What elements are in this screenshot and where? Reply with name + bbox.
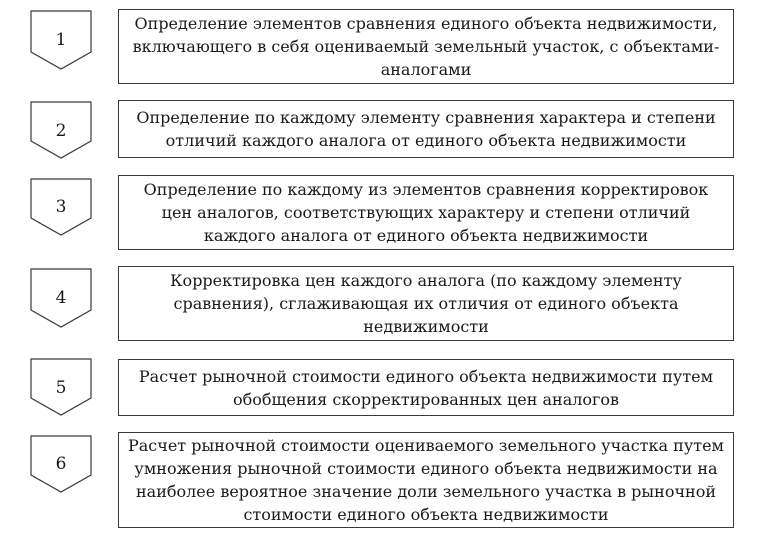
step-text: Определение по каждому элементу сравнения характера и степени отличий каждого аналога от единого объекта недвижимости bbox=[136, 108, 716, 150]
step-text: Расчет рыночной стоимости единого объекта недвижимости путем обобщения скорректированных цен аналогов bbox=[138, 366, 714, 409]
step-text: Корректировка цен каждого аналога (по каждому элементу сравнения), сглаживающая их отличия от единого объекта недвижимости bbox=[170, 271, 682, 336]
step-marker bbox=[30, 435, 92, 493]
step-marker bbox=[30, 178, 92, 236]
step-marker bbox=[30, 101, 92, 159]
step-number: 4 bbox=[55, 288, 67, 308]
step-box bbox=[118, 9, 734, 84]
step-box bbox=[118, 359, 734, 416]
step-number: 2 bbox=[55, 121, 67, 141]
step-text: Определение элементов сравнения единого объекта недвижимости, включающего в себя оцениваемый земельный участок, с объектами-аналогами bbox=[132, 14, 720, 79]
step-box bbox=[118, 175, 734, 250]
step-text: Расчет рыночной стоимости оцениваемого земельного участка путем умножения рыночной стоимости единого объекта недвижимости на наиболее вероятное значение доли земельного участка в рыночной стоимости единого объекта недвижимости bbox=[127, 436, 724, 524]
step-box bbox=[118, 266, 734, 341]
step-marker bbox=[30, 268, 92, 328]
step-number: 5 bbox=[55, 378, 67, 398]
step-number: 3 bbox=[55, 197, 67, 217]
step-box bbox=[118, 100, 734, 158]
step-text: Определение по каждому из элементов сравнения корректировок цен аналогов, соответствующих характеру и степени отличий каждого аналога от единого объекта недвижимости bbox=[143, 180, 709, 245]
step-box bbox=[118, 432, 734, 528]
step-marker bbox=[30, 10, 92, 70]
step-number: 6 bbox=[55, 454, 67, 474]
step-number: 1 bbox=[55, 30, 67, 50]
step-marker bbox=[30, 358, 92, 416]
